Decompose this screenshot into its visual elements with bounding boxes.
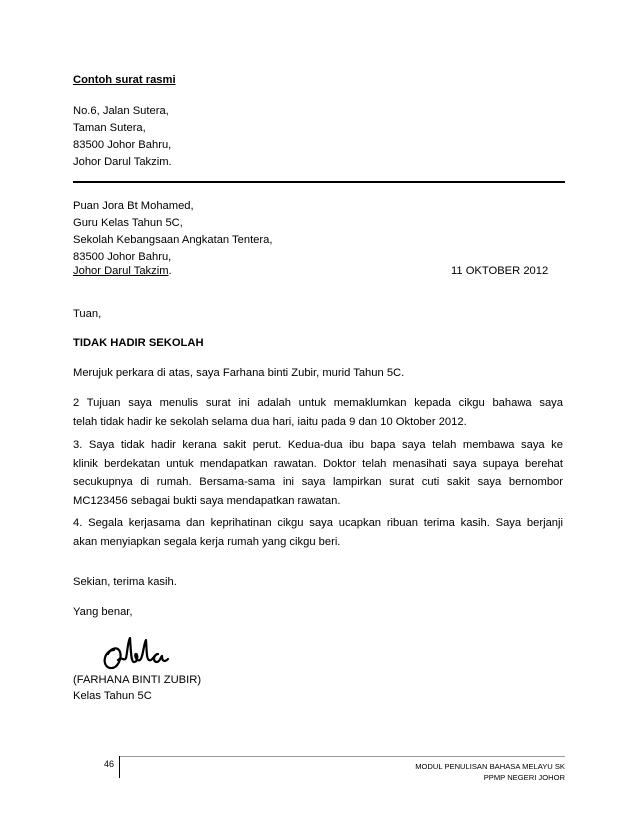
sender-address-line: No.6, Jalan Sutera,: [73, 105, 169, 117]
page-number: 46: [104, 759, 115, 769]
letter-date: 11 OKTOBER 2012: [451, 265, 549, 277]
recipient-address-line: Sekolah Kebangsaan Angkatan Tentera,: [73, 234, 273, 246]
closing-line: Sekian, terima kasih.: [73, 576, 177, 588]
recipient-address-line: Puan Jora Bt Mohamed,: [73, 200, 194, 212]
paragraph-line: klinik berdekatan untuk mendapatkan rawatan. Doktor telah menasihati saya supaya berehat: [73, 457, 563, 470]
paragraph-line: 4. Segala kerjasama dan keprihatinan cikgu saya ucapkan ribuan terima kasih. Saya berjanji: [73, 517, 563, 529]
signature-name: (FARHANA BINTI ZUBIR): [73, 674, 202, 686]
letter-heading: Contoh surat rasmi: [73, 74, 176, 86]
footer-separator: [119, 756, 120, 778]
reference-line: Merujuk perkara di atas, saya Farhana binti Zubir, murid Tahun 5C.: [73, 367, 405, 379]
footer-module-info: [415, 761, 565, 783]
recipient-address-last-line: [73, 264, 172, 279]
sender-address-line: Johor Darul Takzim.: [73, 156, 172, 168]
paragraph-line: 2 Tujuan saya menulis surat ini adalah untuk memaklumkan kepada cikgu bahawa saya: [73, 397, 563, 409]
address-divider: [73, 181, 565, 183]
paragraph-line: MC123456 sebagai bukti saya mendapatkan rawatan.: [73, 494, 341, 507]
handwritten-signature: [96, 632, 174, 676]
recipient-address-line: Guru Kelas Tahun 5C,: [73, 217, 183, 229]
paragraph-line: secukupnya di rumah. Bersama-sama ini saya lampirkan surat cuti sakit saya bernombor: [73, 476, 563, 489]
paragraph-line: akan menyiapkan segala kerja rumah yang cikgu beri.: [73, 535, 341, 548]
footer-divider: [119, 756, 565, 757]
paragraph-3: [73, 436, 563, 510]
sender-address-line: Taman Sutera,: [73, 122, 146, 134]
paragraph-4: [73, 514, 563, 551]
sender-address-line: 83500 Johor Bahru,: [73, 139, 172, 151]
paragraph-2: [73, 394, 563, 431]
signature-class: Kelas Tahun 5C: [73, 690, 152, 702]
footer-module-line: PPMP NEGERI JOHOR: [483, 773, 565, 782]
paragraph-line: telah tidak hadir ke sekolah selama dua hari, iaitu pada 9 dan 10 Oktober 2012.: [73, 415, 467, 428]
letter-subject: TIDAK HADIR SEKOLAH: [73, 337, 204, 349]
recipient-state: Johor Darul Takzim: [73, 265, 169, 277]
signoff-line: Yang benar,: [73, 606, 133, 618]
paragraph-line: 3. Saya tidak hadir kerana sakit perut. Kedua-dua ibu bapa saya telah membawa saya ke: [73, 439, 563, 451]
footer-module-line: MODUL PENULISAN BAHASA MELAYU SK: [415, 762, 565, 771]
salutation: Tuan,: [73, 308, 102, 320]
recipient-state-period: .: [168, 265, 172, 277]
recipient-address-line: 83500 Johor Bahru,: [73, 251, 172, 263]
